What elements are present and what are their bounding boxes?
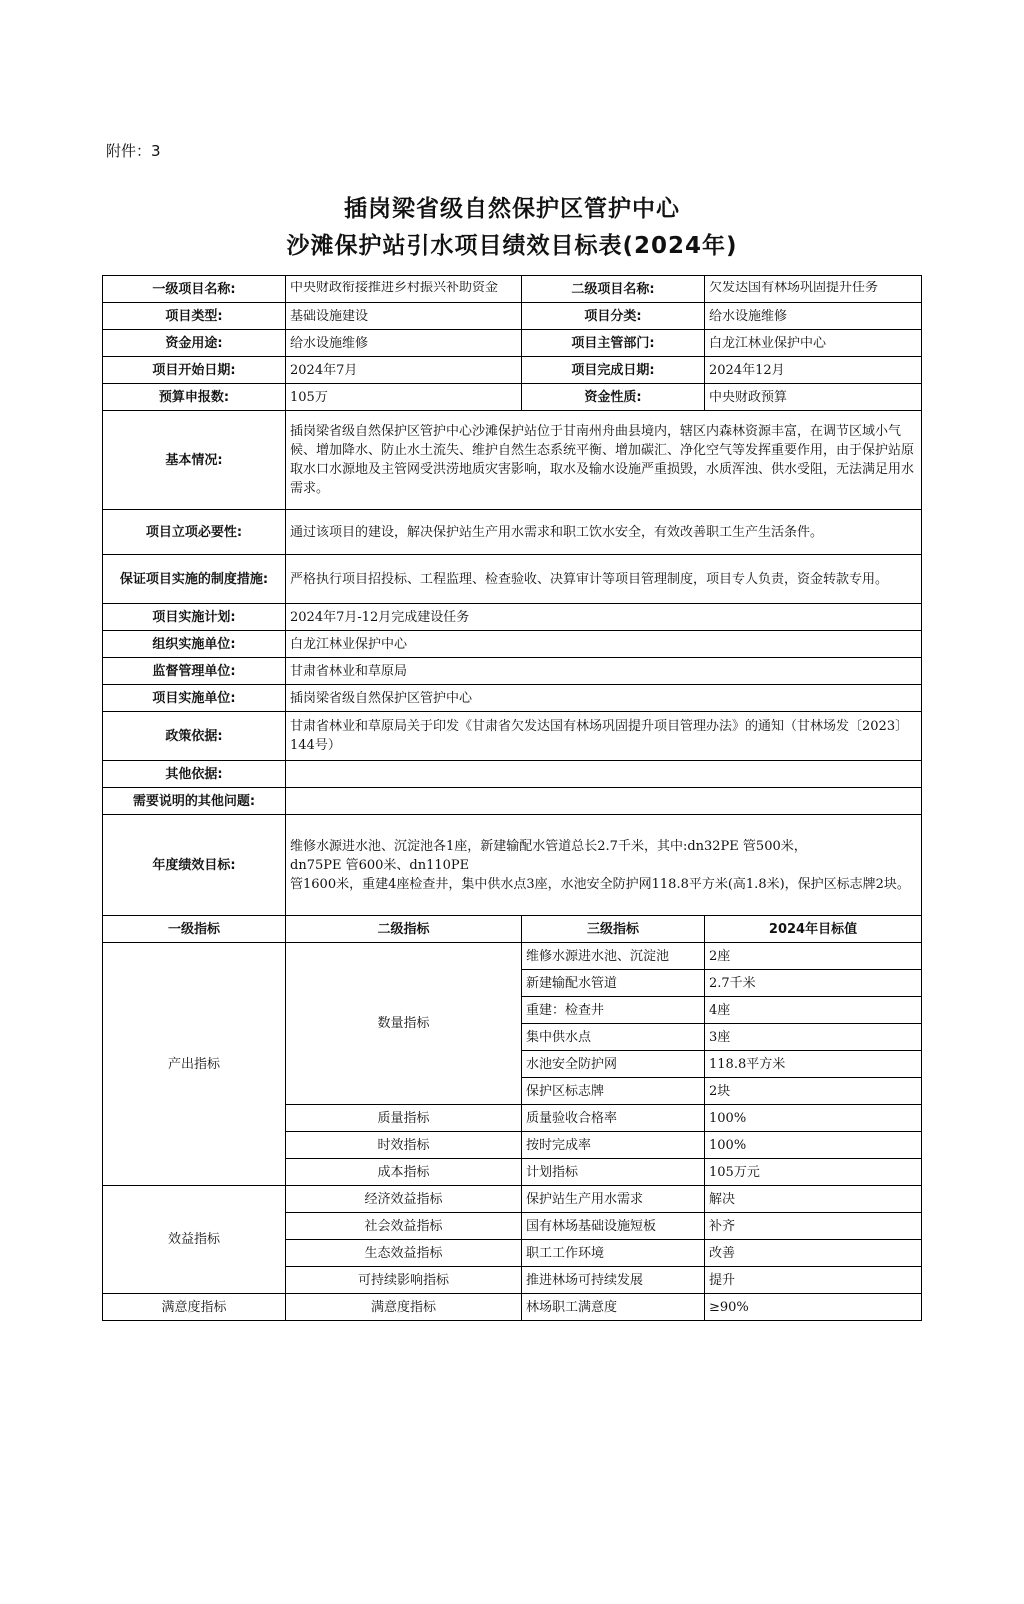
level2-name-value: 欠发达国有林场巩固提升任务 [705, 276, 922, 303]
measures-value: 严格执行项目招投标、工程监理、检查验收、决算审计等项目管理制度，项目专人负责，资金转款专用。 [286, 555, 922, 604]
table-row [103, 788, 922, 815]
indicator-value: 105万元 [705, 1159, 922, 1186]
situation-value: 插岗梁省级自然保护区管护中心沙滩保护站位于甘南州舟曲县境内，辖区内森林资源丰富，在调节区域小气候、增加降水、防止水土流失、维护自然生态系统平衡、增加碳汇、净化空气等发挥重要作用，由于保护站原取水口水源地及主管网受洪涝地质灾害影响，取水及输水设施严重损毁，水质浑浊、供水受阻，无法满足用水需求。 [286, 411, 922, 510]
indicator-value: 补齐 [705, 1213, 922, 1240]
ecological-indicator-cell: 生态效益指标 [286, 1240, 522, 1267]
table-row [103, 555, 922, 604]
end-date-label: 项目完成日期: [522, 357, 705, 384]
budget-value: 105万 [286, 384, 522, 411]
table-row [103, 303, 922, 330]
indicator-value: 2.7千米 [705, 970, 922, 997]
indicator-name: 按时完成率 [522, 1132, 705, 1159]
social-indicator-cell: 社会效益指标 [286, 1213, 522, 1240]
table-row [103, 1294, 922, 1321]
indicator-value: 100% [705, 1105, 922, 1132]
quantity-indicator-cell: 数量指标 [286, 943, 522, 1105]
table-row [103, 658, 922, 685]
output-indicator-cell: 产出指标 [103, 943, 286, 1186]
table-row [103, 384, 922, 411]
table-row [103, 685, 922, 712]
indicator-name: 职工工作环境 [522, 1240, 705, 1267]
annual-goal-label: 年度绩效目标: [103, 815, 286, 916]
level1-name-value: 中央财政衔接推进乡村振兴补助资金 [286, 276, 522, 303]
level1-name-label: 一级项目名称: [103, 276, 286, 303]
table-row [103, 276, 922, 303]
necessity-value: 通过该项目的建设，解决保护站生产用水需求和职工饮水安全，有效改善职工生产生活条件。 [286, 510, 922, 555]
indicator-name: 推进林场可持续发展 [522, 1267, 705, 1294]
indicator-name: 保护区标志牌 [522, 1078, 705, 1105]
end-date-value: 2024年12月 [705, 357, 922, 384]
start-date-label: 项目开始日期: [103, 357, 286, 384]
table-row [103, 510, 922, 555]
annual-goal-line3: 管1600米，重建4座检查井，集中供水点3座，水池安全防护网118.8平方米(高1.8米)，保护区标志牌2块。 [290, 876, 910, 892]
category-value: 给水设施维修 [705, 303, 922, 330]
table-row [103, 815, 922, 916]
indicator-name: 质量验收合格率 [522, 1105, 705, 1132]
indicator-value: 4座 [705, 997, 922, 1024]
nature-label: 资金性质: [522, 384, 705, 411]
table-row [103, 411, 922, 510]
indicator-name: 国有林场基础设施短板 [522, 1213, 705, 1240]
indicator-name: 维修水源进水池、沉淀池 [522, 943, 705, 970]
annual-goal-line2: dn75PE 管600米、dn110PE [290, 857, 470, 873]
table-row [103, 330, 922, 357]
plan-label: 项目实施计划: [103, 604, 286, 631]
plan-value: 2024年7月-12月完成建设任务 [286, 604, 922, 631]
table-row [103, 943, 922, 970]
indicator-name: 集中供水点 [522, 1024, 705, 1051]
sustainable-indicator-cell: 可持续影响指标 [286, 1267, 522, 1294]
quality-indicator-cell: 质量指标 [286, 1105, 522, 1132]
indicator-value: 2座 [705, 943, 922, 970]
start-date-value: 2024年7月 [286, 357, 522, 384]
satisfaction-l1-cell: 满意度指标 [103, 1294, 286, 1321]
type-value: 基础设施建设 [286, 303, 522, 330]
table-row [103, 761, 922, 788]
timeliness-indicator-cell: 时效指标 [286, 1132, 522, 1159]
org-label: 组织实施单位: [103, 631, 286, 658]
other-issues-value [286, 788, 922, 815]
level2-name-label: 二级项目名称: [522, 276, 705, 303]
performance-target-table [102, 275, 922, 1321]
header-target: 2024年目标值 [705, 916, 922, 943]
other-basis-value [286, 761, 922, 788]
table-row [103, 604, 922, 631]
cost-indicator-cell: 成本指标 [286, 1159, 522, 1186]
supervise-value: 甘肃省林业和草原局 [286, 658, 922, 685]
necessity-label: 项目立项必要性: [103, 510, 286, 555]
dept-value: 白龙江林业保护中心 [705, 330, 922, 357]
attachment-label: 附件：3 [106, 142, 161, 160]
dept-label: 项目主管部门: [522, 330, 705, 357]
other-issues-label: 需要说明的其他问题: [103, 788, 286, 815]
type-label: 项目类型: [103, 303, 286, 330]
table-row [103, 631, 922, 658]
indicator-value: 改善 [705, 1240, 922, 1267]
impl-label: 项目实施单位: [103, 685, 286, 712]
indicator-value: 3座 [705, 1024, 922, 1051]
situation-label: 基本情况: [103, 411, 286, 510]
indicator-value: 提升 [705, 1267, 922, 1294]
category-label: 项目分类: [522, 303, 705, 330]
table-row [103, 1186, 922, 1213]
nature-value: 中央财政预算 [705, 384, 922, 411]
measures-label: 保证项目实施的制度措施: [103, 555, 286, 604]
annual-goal-line1: 维修水源进水池、沉淀池各1座，新建输配水管道总长2.7千米，其中:dn32PE 管500米， [290, 838, 807, 854]
indicator-value: 118.8平方米 [705, 1051, 922, 1078]
indicator-name: 计划指标 [522, 1159, 705, 1186]
benefit-indicator-cell: 效益指标 [103, 1186, 286, 1294]
org-value: 白龙江林业保护中心 [286, 631, 922, 658]
supervise-label: 监督管理单位: [103, 658, 286, 685]
indicator-value: 解决 [705, 1186, 922, 1213]
satisfaction-l2-cell: 满意度指标 [286, 1294, 522, 1321]
page-title-line2: 沙滩保护站引水项目绩效目标表(2024年) [286, 233, 738, 259]
table-row [103, 712, 922, 761]
policy-label: 政策依据: [103, 712, 286, 761]
page-title-line1: 插岗梁省级自然保护区管护中心 [344, 196, 680, 222]
indicator-name: 林场职工满意度 [522, 1294, 705, 1321]
economic-indicator-cell: 经济效益指标 [286, 1186, 522, 1213]
impl-value: 插岗梁省级自然保护区管护中心 [286, 685, 922, 712]
header-level3: 三级指标 [522, 916, 705, 943]
indicator-header-row [103, 916, 922, 943]
other-basis-label: 其他依据: [103, 761, 286, 788]
header-level2: 二级指标 [286, 916, 522, 943]
header-level1: 一级指标 [103, 916, 286, 943]
indicator-name: 新建输配水管道 [522, 970, 705, 997]
indicator-name: 保护站生产用水需求 [522, 1186, 705, 1213]
indicator-value: ≥90% [705, 1294, 922, 1321]
table-row [103, 357, 922, 384]
indicator-name: 重建：检查井 [522, 997, 705, 1024]
indicator-name: 水池安全防护网 [522, 1051, 705, 1078]
budget-label: 预算申报数: [103, 384, 286, 411]
use-label: 资金用途: [103, 330, 286, 357]
annual-goal-value [286, 815, 922, 916]
indicator-value: 100% [705, 1132, 922, 1159]
policy-value: 甘肃省林业和草原局关于印发《甘肃省欠发达国有林场巩固提升项目管理办法》的通知（甘林场发〔2023〕144号） [286, 712, 922, 761]
indicator-value: 2块 [705, 1078, 922, 1105]
use-value: 给水设施维修 [286, 330, 522, 357]
